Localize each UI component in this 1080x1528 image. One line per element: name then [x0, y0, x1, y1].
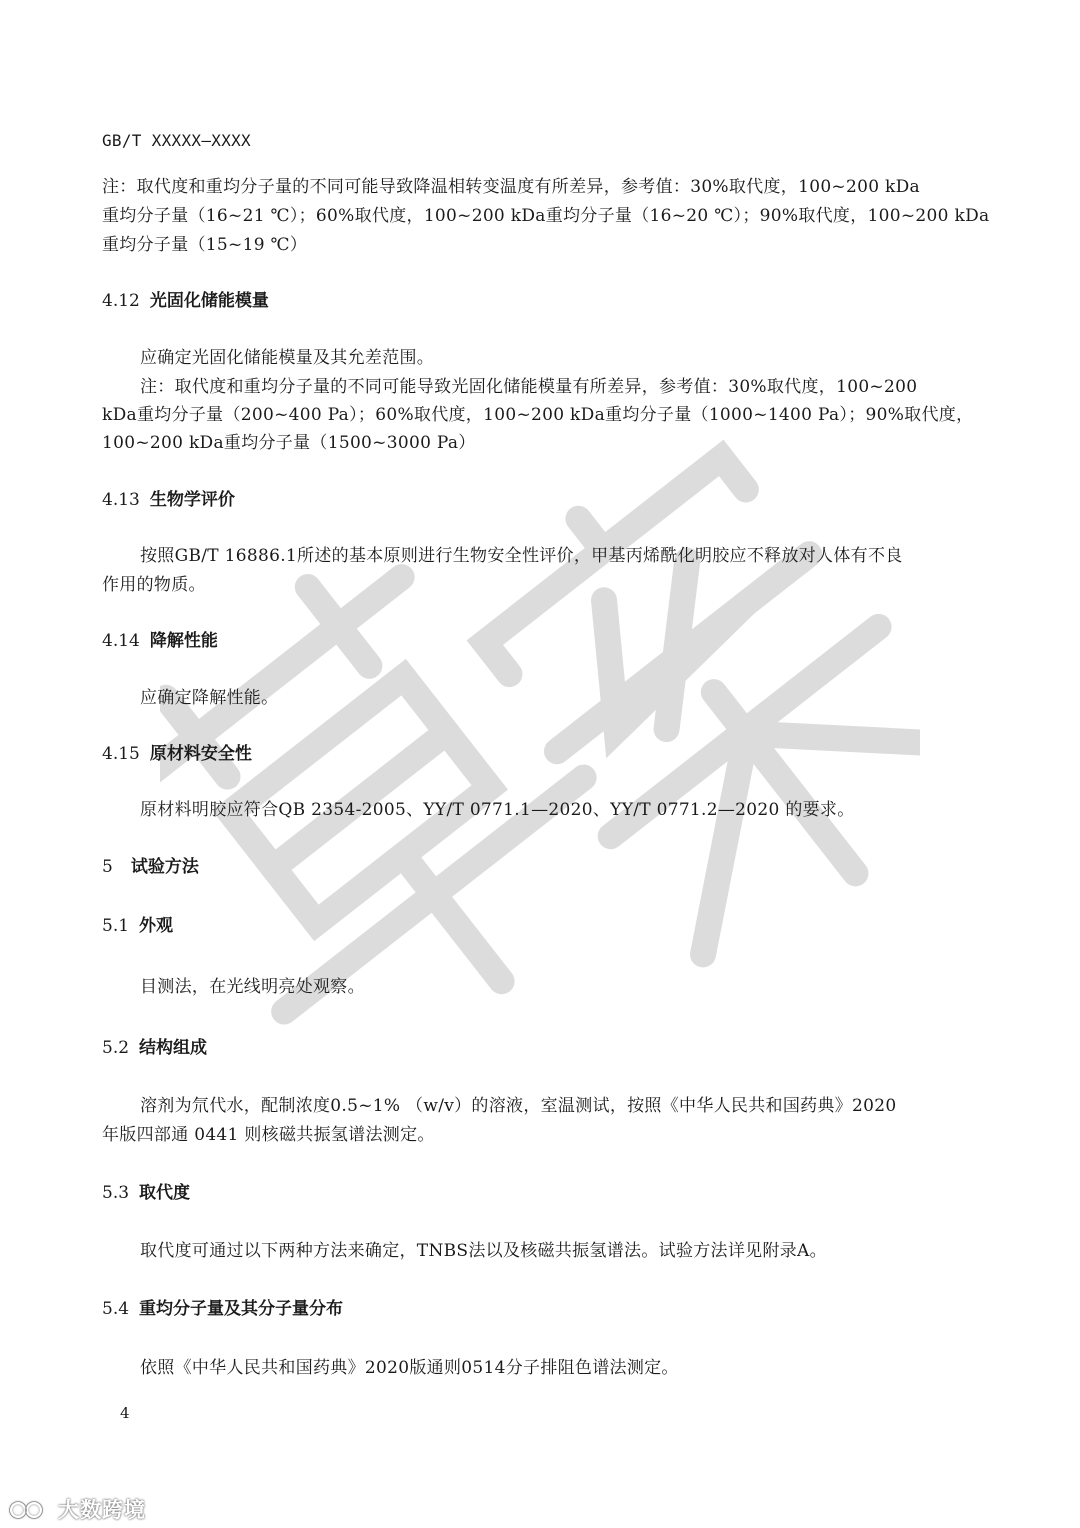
- section-number: 5.2: [102, 1038, 130, 1058]
- note-line: 重均分子量（16~21 ℃）；60%取代度，100~200 kDa重均分子量（16~20 ℃）；90%取代度，100~200 kDa: [102, 206, 990, 226]
- section-title: 结构组成: [139, 1038, 208, 1058]
- section-heading-5-4: [102, 1297, 343, 1321]
- section-heading-4-14: [102, 629, 218, 653]
- note-line: 重均分子量（15~19 ℃）: [102, 235, 308, 255]
- section-number: 4.13: [102, 490, 140, 510]
- page-number: 4: [120, 1404, 130, 1422]
- section-number: 4.14: [102, 631, 140, 651]
- paragraph: 应确定降解性能。: [140, 688, 279, 708]
- section-heading-5-1: [102, 914, 173, 938]
- section-title: 试验方法: [130, 857, 199, 877]
- logo-text: 大数跨境: [58, 1498, 146, 1522]
- paragraph-line: 溶剂为氘代水，配制浓度0.5~1% （w/v）的溶液，室温测试，按照《中华人民共和国药典》2020: [140, 1096, 897, 1116]
- section-title: 生物学评价: [149, 490, 235, 510]
- section-number: 5.1: [102, 916, 130, 936]
- paragraph-line: 作用的物质。: [102, 575, 206, 595]
- section-title: 重均分子量及其分子量分布: [139, 1299, 344, 1319]
- section-heading-4-12: [102, 289, 269, 313]
- section-title: 外观: [139, 916, 174, 936]
- note-line: 注：取代度和重均分子量的不同可能导致光固化储能模量有所差异，参考值：30%取代度，100~200: [140, 377, 918, 397]
- section-title: 光固化储能模量: [149, 291, 269, 311]
- section-heading-5: [102, 855, 199, 879]
- section-title: 取代度: [139, 1183, 191, 1203]
- section-title: 原材料安全性: [149, 744, 252, 764]
- section-title: 降解性能: [149, 631, 218, 651]
- paragraph-line: 年版四部通 0441 则核磁共振氢谱法测定。: [102, 1125, 435, 1145]
- logo-icon: [8, 1497, 52, 1521]
- paragraph: 应确定光固化储能模量及其允差范围。: [140, 348, 435, 368]
- section-number: 5: [102, 857, 113, 877]
- footer-logo: [8, 1494, 146, 1524]
- paragraph: 依照《中华人民共和国药典》2020版通则0514分子排阻色谱法测定。: [140, 1358, 679, 1378]
- standard-code: GB/T XXXXX—XXXX: [102, 131, 251, 150]
- paragraph: 原材料明胶应符合QB 2354-2005、YY/T 0771.1—2020、YY/T 0771.2—2020 的要求。: [140, 800, 855, 820]
- section-heading-4-13: [102, 488, 235, 512]
- section-number: 5.4: [102, 1299, 130, 1319]
- note-line: kDa重均分子量（200~400 Pa）；60%取代度，100~200 kDa重均分子量（1000~1400 Pa）；90%取代度，: [102, 405, 974, 425]
- section-number: 4.12: [102, 291, 140, 311]
- section-heading-5-3: [102, 1181, 190, 1205]
- paragraph-line: 按照GB/T 16886.1所述的基本原则进行生物安全性评价，甲基丙烯酰化明胶应不释放对人体有不良: [140, 546, 903, 566]
- section-heading-5-2: [102, 1036, 207, 1060]
- section-number: 5.3: [102, 1183, 130, 1203]
- section-number: 4.15: [102, 744, 140, 764]
- paragraph: 目测法，在光线明亮处观察。: [140, 977, 365, 997]
- paragraph: 取代度可通过以下两种方法来确定，TNBS法以及核磁共振氢谱法。试验方法详见附录A。: [140, 1241, 827, 1261]
- note-line: 100~200 kDa重均分子量（1500~3000 Pa）: [102, 433, 476, 453]
- section-heading-4-15: [102, 742, 252, 766]
- note-line: 注：取代度和重均分子量的不同可能导致降温相转变温度有所差异，参考值：30%取代度，100~200 kDa: [102, 177, 920, 197]
